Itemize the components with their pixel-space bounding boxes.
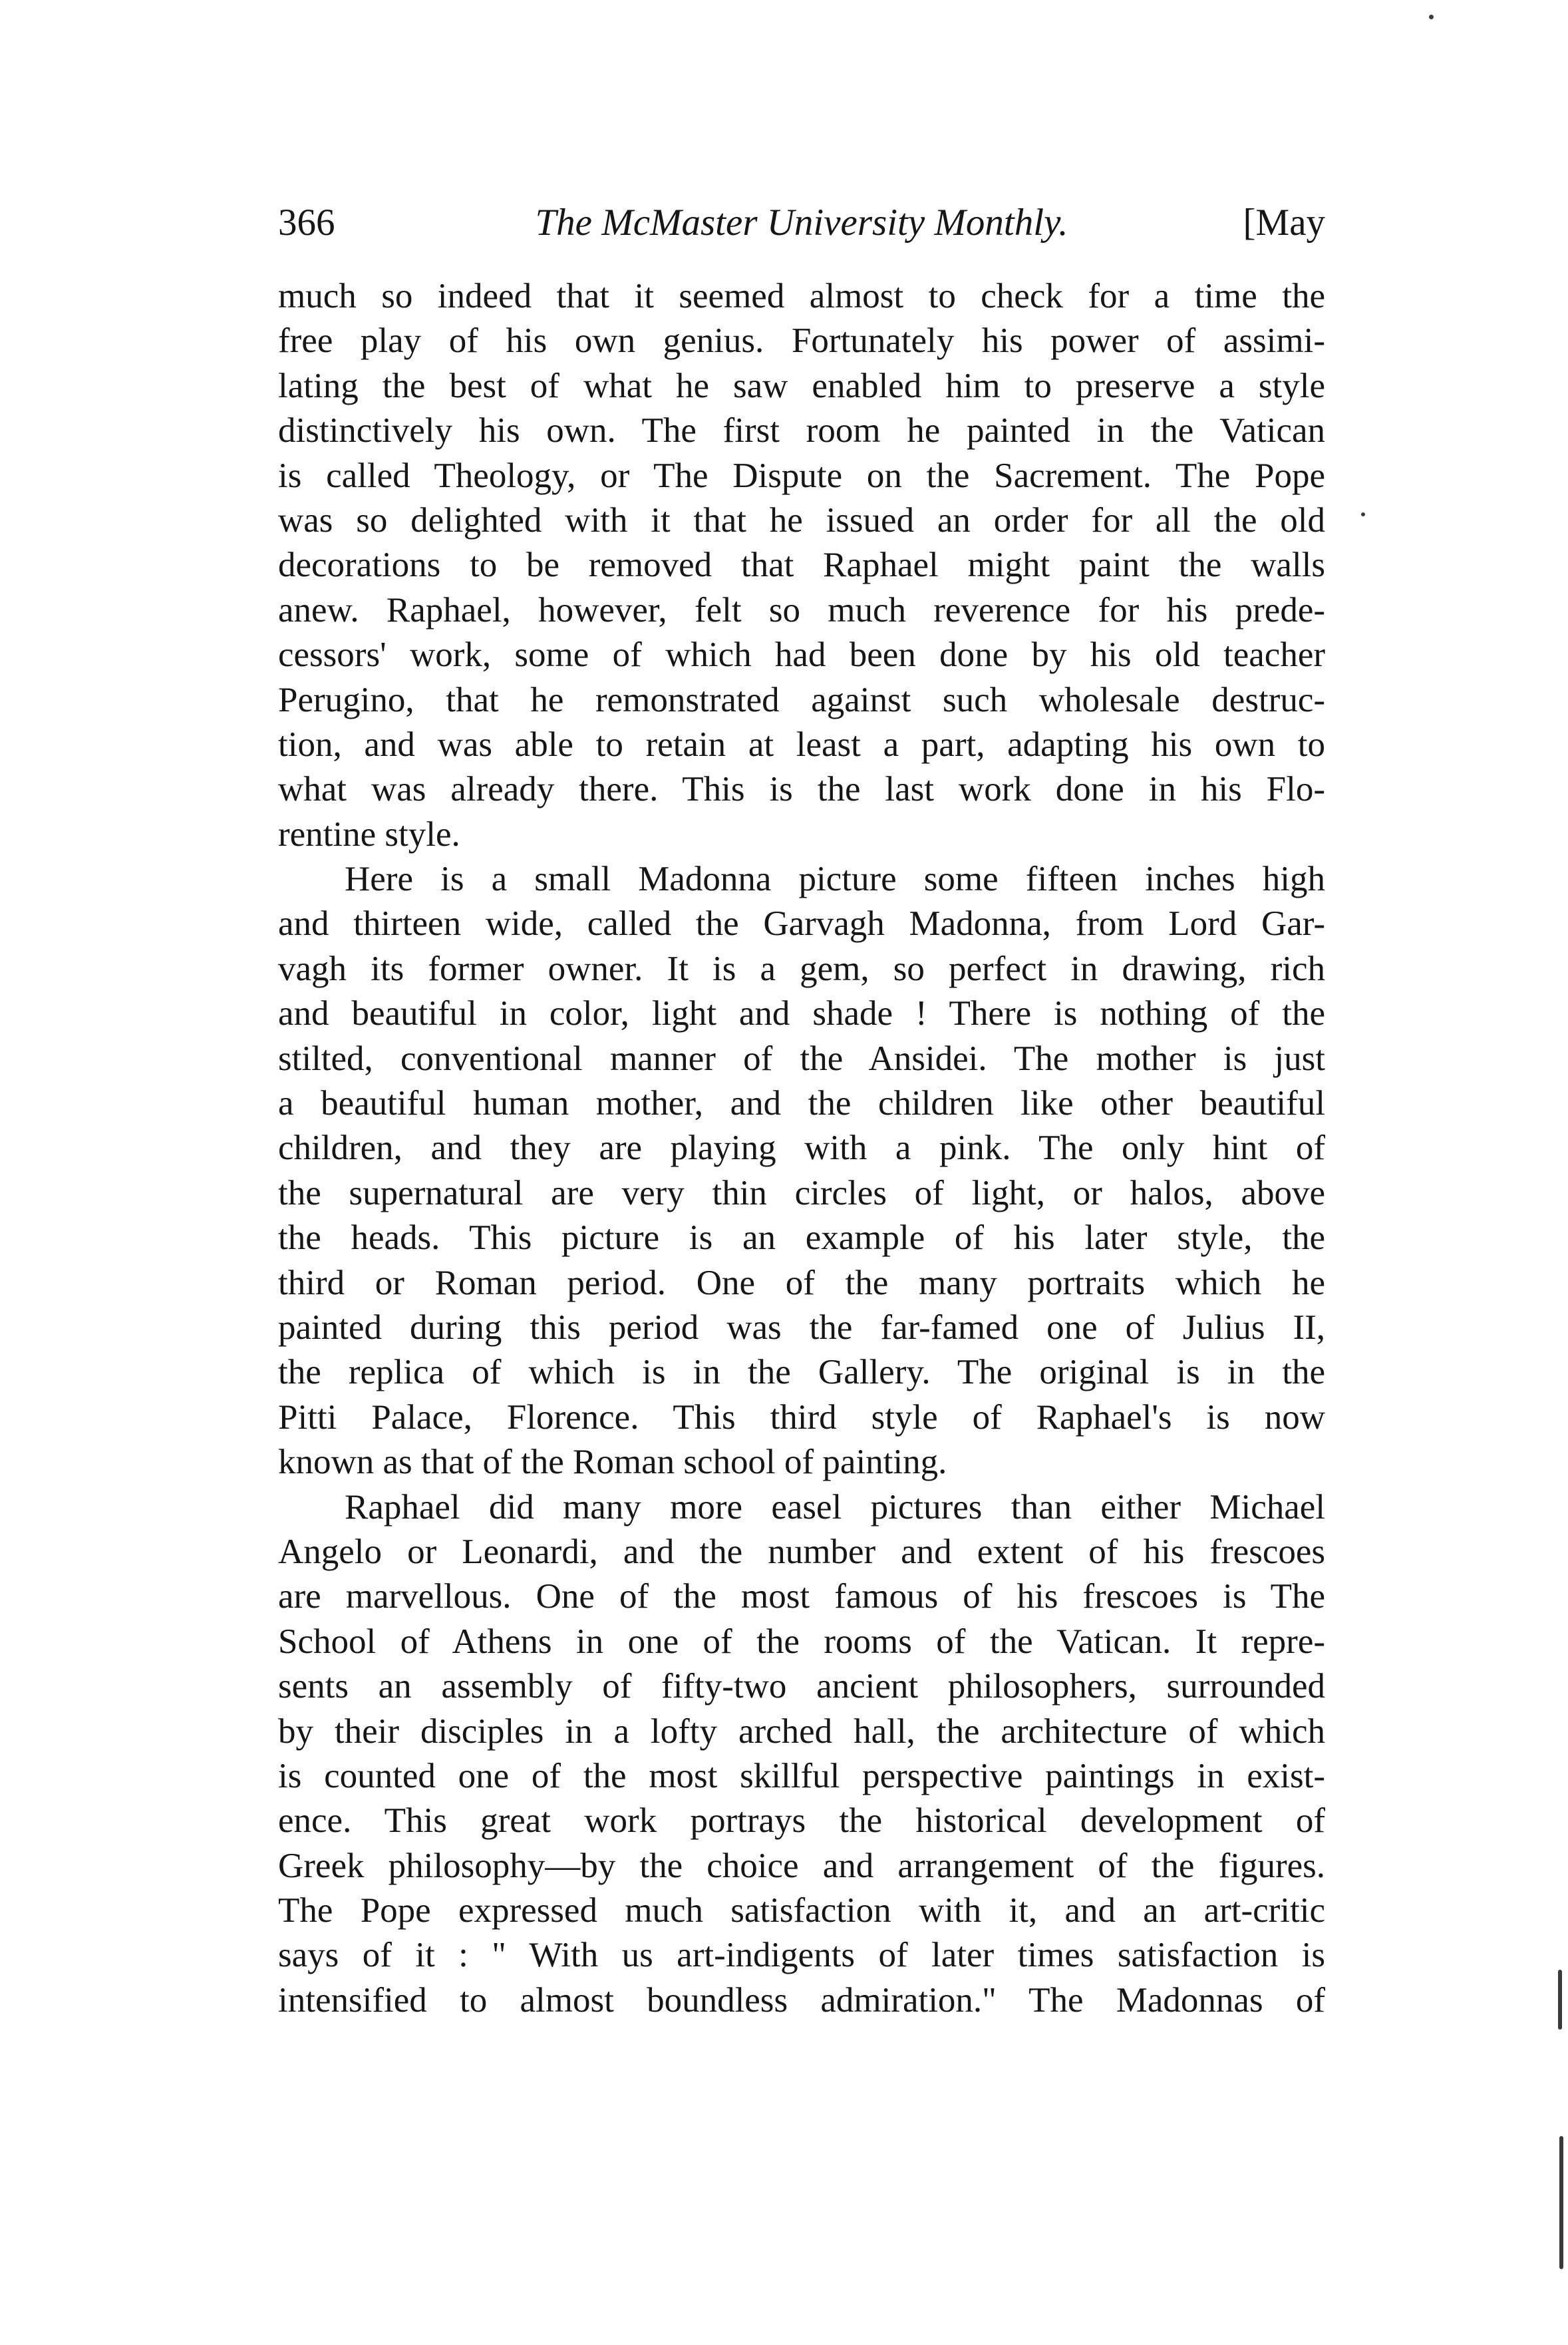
text-line: decorations to be removed that Raphael might paint the walls [278,546,1325,585]
text-line: The Pope expressed much satisfaction with it, and an art-critic [278,1891,1325,1930]
text-line: a beautiful human mother, and the children like other beautiful [278,1084,1325,1123]
text-line: Raphael did many more easel pictures than either Michael [345,1487,1325,1527]
text-line: and thirteen wide, called the Garvagh Madonna, from Lord Gar- [278,904,1325,944]
text-line: ence. This great work portrays the historical development of [278,1801,1325,1841]
text-line: painted during this period was the far-famed one of Julius II, [278,1308,1325,1347]
text-line: third or Roman period. One of the many portraits which he [278,1263,1325,1302]
text-line: cessors' work, some of which had been done by his old teacher [278,635,1325,675]
text-line: sents an assembly of fifty-two ancient philosophers, surrounded [278,1667,1325,1706]
header-month: [May [1243,202,1325,244]
text-line: are marvellous. One of the most famous of his frescoes is The [278,1577,1325,1616]
text-line: the replica of which is in the Gallery. The original is in the [278,1353,1325,1392]
scan-speck [1429,15,1434,19]
text-line: much so indeed that it seemed almost to check for a time the [278,277,1325,315]
running-title: The McMaster University Monthly. [535,202,1068,244]
text-line: vagh its former owner. It is a gem, so perfect in drawing, rich [278,949,1325,988]
text-line: was so delighted with it that he issued an order for all the old [278,500,1325,540]
text-line: lating the best of what he saw enabled him to preserve a style [278,366,1325,405]
text-line: by their disciples in a lofty arched hall, the architecture of which [278,1712,1325,1751]
text-line: distinctively his own. The first room he painted in the Vatican [278,411,1325,451]
text-line: Greek philosophy—by the choice and arrangement of the figures. [278,1846,1325,1885]
text-line: Perugino, that he remonstrated against such wholesale destruc- [278,680,1325,719]
text-line: tion, and was able to retain at least a part, adapting his own to [278,725,1325,764]
text-line: Here is a small Madonna picture some fifteen inches high [345,860,1325,899]
text-line: School of Athens in one of the rooms of the Vatican. It repre- [278,1622,1325,1661]
scan-speck [1361,512,1365,516]
text-line: Angelo or Leonardi, and the number and extent of his frescoes [278,1532,1325,1571]
text-line: anew. Raphael, however, felt so much reverence for his prede- [278,590,1325,630]
text-line: is counted one of the most skillful perspective paintings in exist- [278,1756,1325,1795]
page-number: 366 [278,202,335,244]
text-line: the heads. This picture is an example of his later style, the [278,1218,1325,1258]
scan-speck [1558,1970,1562,2030]
text-line: and beautiful in color, light and shade ! There is nothing of the [278,994,1325,1033]
text-line: what was already there. This is the last work done in his Flo- [278,770,1325,809]
scan-speck [1559,2136,1563,2269]
text-line: stilted, conventional manner of the Ansidei. The mother is just [278,1039,1325,1078]
article-body [278,274,1325,2023]
running-header [278,193,1325,253]
text-line: rentine style. [278,814,460,854]
text-line: the supernatural are very thin circles of light, or halos, above [278,1173,1325,1212]
text-line: is called Theology, or The Dispute on the Sacrement. The Pope [278,456,1325,495]
text-line: free play of his own genius. Fortunately his power of assimi- [278,321,1325,361]
text-line: children, and they are playing with a pink. The only hint of [278,1129,1325,1168]
text-line: says of it : " With us art-indigents of later times satisfaction is [278,1936,1325,1975]
text-line: intensified to almost boundless admiration." The Madonnas of [278,1980,1325,2020]
text-line: Pitti Palace, Florence. This third style of Raphael's is now [278,1397,1325,1437]
text-line: known as that of the Roman school of painting. [278,1443,947,1482]
